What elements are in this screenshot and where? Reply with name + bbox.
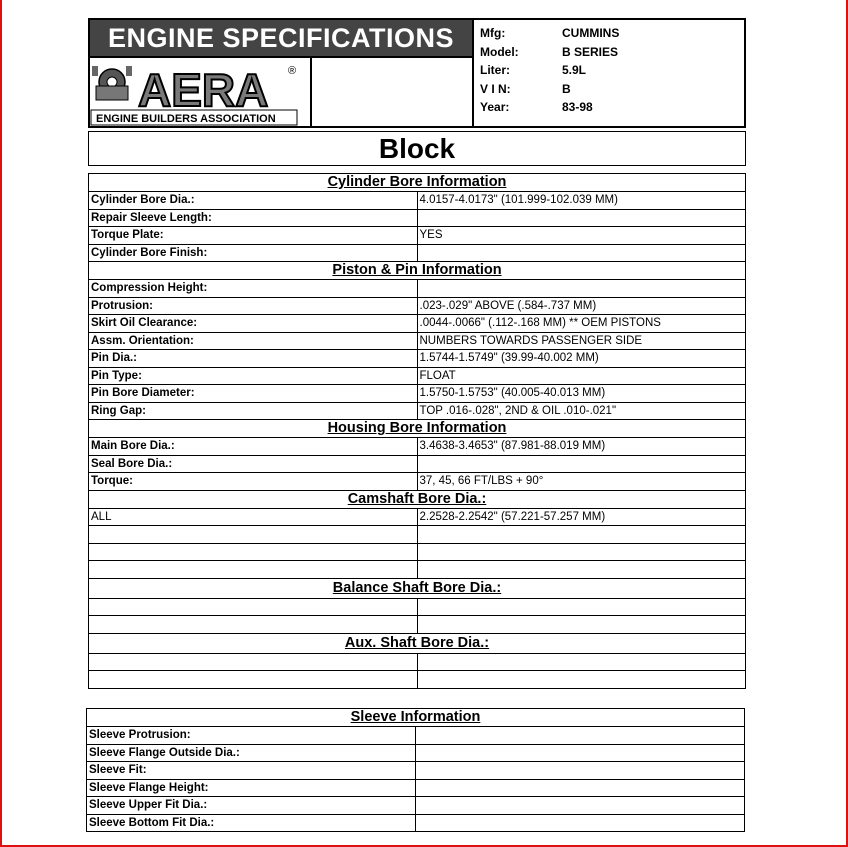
row-value: 37, 45, 66 FT/LBS + 90° — [417, 473, 746, 491]
row-value: 3.4638-3.4653" (87.981-88.019 MM) — [417, 438, 746, 456]
row-label: Pin Type: — [89, 367, 418, 385]
row-value — [417, 280, 746, 298]
row-value: 2.2528-2.2542" (57.221-57.257 MM) — [417, 508, 746, 526]
spec-value: B SERIES — [562, 44, 619, 59]
spec-row — [480, 82, 740, 101]
table-row — [89, 367, 746, 385]
spec-row — [480, 26, 740, 45]
row-label: Repair Sleeve Length: — [89, 209, 418, 227]
row-label: Ring Gap: — [89, 402, 418, 420]
table-row — [89, 227, 746, 245]
row-label: Protrusion: — [89, 297, 418, 315]
table-row — [89, 280, 746, 298]
row-label: Sleeve Fit: — [87, 762, 416, 780]
row-label: Assm. Orientation: — [89, 332, 418, 350]
table-row — [89, 653, 746, 671]
table-row — [89, 438, 746, 456]
row-label — [89, 543, 418, 561]
table-row — [89, 526, 746, 544]
section-title-aux: Aux. Shaft Bore Dia.: — [89, 633, 746, 653]
table-row — [87, 797, 745, 815]
section-title-cylinder: Cylinder Bore Information — [89, 174, 746, 192]
row-value: .0044-.0066" (.112-.168 MM) ** OEM PISTONS — [417, 315, 746, 333]
row-value: NUMBERS TOWARDS PASSENGER SIDE — [417, 332, 746, 350]
table-row — [89, 561, 746, 579]
section-title-piston: Piston & Pin Information — [89, 262, 746, 280]
spec-row — [480, 63, 740, 82]
row-label: ALL — [89, 508, 418, 526]
section-title-camshaft: Camshaft Bore Dia.: — [89, 490, 746, 508]
row-value — [417, 455, 746, 473]
row-value: TOP .016-.028", 2ND & OIL .010-.021" — [417, 402, 746, 420]
row-value — [417, 543, 746, 561]
row-value — [417, 598, 746, 616]
table-row — [89, 209, 746, 227]
table-row — [87, 744, 745, 762]
header-blank-box — [310, 56, 472, 128]
aera-logo — [90, 56, 312, 128]
registered-mark: ® — [288, 65, 297, 77]
row-label: Cylinder Bore Dia.: — [89, 192, 418, 210]
row-label: Torque: — [89, 473, 418, 491]
row-value: 4.0157-4.0173" (101.999-102.039 MM) — [417, 192, 746, 210]
block-spec-table — [88, 173, 746, 703]
table-row — [89, 671, 746, 689]
row-label: Torque Plate: — [89, 227, 418, 245]
row-label: Main Bore Dia.: — [89, 438, 418, 456]
table-row — [89, 616, 746, 634]
table-row — [89, 455, 746, 473]
row-label: Sleeve Flange Height: — [87, 779, 416, 797]
row-label — [89, 526, 418, 544]
spec-row — [480, 100, 740, 119]
row-value — [417, 561, 746, 579]
table-row — [89, 192, 746, 210]
row-value: .023-.029" ABOVE (.584-.737 MM) — [417, 297, 746, 315]
table-row — [89, 244, 746, 262]
section-title-balance: Balance Shaft Bore Dia.: — [89, 578, 746, 598]
spec-header — [88, 18, 746, 128]
row-value: YES — [417, 227, 746, 245]
spec-label: Year: — [480, 100, 510, 114]
document-title: ENGINE SPECIFICATIONS — [90, 20, 472, 58]
row-label — [89, 598, 418, 616]
row-value: 1.5750-1.5753" (40.005-40.013 MM) — [417, 385, 746, 403]
row-label: Sleeve Protrusion: — [87, 727, 416, 745]
header-divider — [472, 20, 474, 126]
row-value — [417, 526, 746, 544]
row-value — [417, 653, 746, 671]
table-row — [89, 332, 746, 350]
spec-label: Model: — [480, 44, 519, 59]
table-row — [89, 402, 746, 420]
table-row — [87, 814, 745, 832]
engine-logo-icon — [90, 56, 310, 126]
row-value — [416, 779, 745, 797]
section-title-sleeve: Sleeve Information — [87, 709, 745, 727]
row-value — [416, 744, 745, 762]
row-label: Sleeve Bottom Fit Dia.: — [87, 814, 416, 832]
row-value — [416, 797, 745, 815]
row-label: Sleeve Upper Fit Dia.: — [87, 797, 416, 815]
spec-label: Mfg: — [480, 26, 506, 40]
association-name: ENGINE BUILDERS ASSOCIATION — [96, 113, 276, 125]
table-row — [89, 385, 746, 403]
table-row — [89, 543, 746, 561]
row-label: Sleeve Flange Outside Dia.: — [87, 744, 416, 762]
table-row — [89, 350, 746, 368]
table-row — [89, 598, 746, 616]
row-label: Skirt Oil Clearance: — [89, 315, 418, 333]
row-value — [417, 209, 746, 227]
table-row — [89, 508, 746, 526]
spec-label: Liter: — [480, 63, 510, 77]
table-row — [89, 315, 746, 333]
row-value — [416, 814, 745, 832]
spec-value: CUMMINS — [562, 26, 620, 40]
row-label: Cylinder Bore Finish: — [89, 244, 418, 262]
row-value: 1.5744-1.5749" (39.99-40.002 MM) — [417, 350, 746, 368]
spec-value: 5.9L — [562, 63, 587, 77]
row-value — [416, 762, 745, 780]
row-value — [416, 727, 745, 745]
row-label: Seal Bore Dia.: — [89, 455, 418, 473]
row-value: FLOAT — [417, 367, 746, 385]
logo-wordmark: AERA — [138, 64, 269, 116]
row-label: Pin Dia.: — [89, 350, 418, 368]
table-row — [89, 473, 746, 491]
row-label — [89, 616, 418, 634]
vehicle-spec-list — [480, 26, 740, 119]
table-row — [87, 762, 745, 780]
spec-row — [480, 45, 740, 64]
table-row — [89, 297, 746, 315]
row-label — [89, 671, 418, 689]
row-label — [89, 653, 418, 671]
row-value — [417, 244, 746, 262]
table-row — [87, 779, 745, 797]
row-value — [417, 671, 746, 689]
row-label: Compression Height: — [89, 280, 418, 298]
red-frame-left — [0, 0, 2, 847]
block-heading: Block — [88, 131, 746, 166]
table-row — [87, 727, 745, 745]
sleeve-table — [86, 708, 745, 832]
row-label: Pin Bore Diameter: — [89, 385, 418, 403]
spec-label: V I N: — [480, 81, 511, 96]
spec-value: 83-98 — [562, 100, 593, 114]
row-value — [417, 616, 746, 634]
spec-value: B — [562, 81, 571, 96]
row-label — [89, 561, 418, 579]
section-title-housing: Housing Bore Information — [89, 420, 746, 438]
